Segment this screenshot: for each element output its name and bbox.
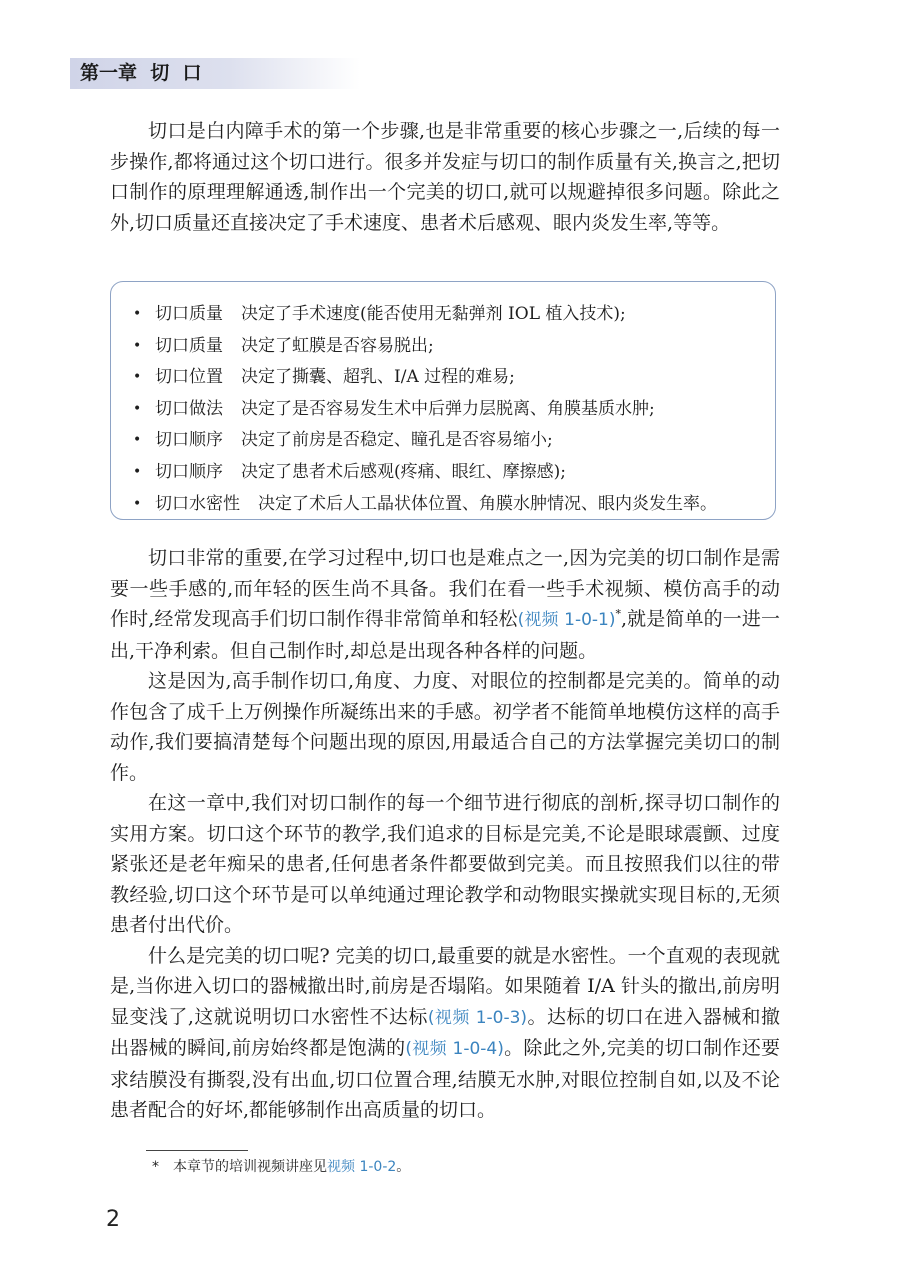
summary-list <box>131 299 775 520</box>
summary-desc: 决定了术后人工晶状体位置、角膜水肿情况、眼内炎发生率。 <box>258 493 717 514</box>
footnote <box>152 1157 410 1177</box>
bullet-icon: • <box>133 495 142 512</box>
bullet-icon: • <box>133 400 142 417</box>
summary-box <box>110 281 776 520</box>
video-ref-1-0-2[interactable]: 视频 1-0-2 <box>327 1159 397 1175</box>
para2-text-start: 切口非常的重要,在学习过程中,切口也是难点之一,因为完美的切口制作是需要一些手感的,而年轻的医生尚不具备。我们在看一些手术视频、模仿高手的动作时,经常发现高手们切口制作得非常简单和轻松 <box>110 547 780 630</box>
summary-desc: 决定了患者术后感观(疼痛、眼红、摩擦感); <box>241 461 566 482</box>
summary-term: 切口水密性 <box>155 493 240 514</box>
page-number: 2 <box>106 1207 120 1232</box>
intro-section <box>110 116 780 238</box>
para5-text-2: 。达标的切口在进入器械和撤出器械的瞬间,前房始终都是饱满的 <box>110 1005 780 1059</box>
body-paragraph-2 <box>110 543 780 666</box>
summary-item <box>131 425 775 457</box>
summary-term: 切口顺序 <box>155 430 223 451</box>
summary-desc: 决定了是否容易发生术中后弹力层脱离、角膜基质水肿; <box>241 398 655 419</box>
bullet-icon: • <box>133 369 142 386</box>
summary-term: 切口质量 <box>155 335 223 356</box>
para2-text-end: ,就是简单的一进一出,干净利索。但自己制作时,却总是出现各种各样的问题。 <box>110 608 780 662</box>
summary-item <box>131 394 775 426</box>
video-ref-1-0-4[interactable]: (视频 1-0-4) <box>405 1039 504 1059</box>
summary-item <box>131 489 775 521</box>
footnote-star: * <box>152 1159 159 1175</box>
footnote-text: 本章节的培训视频讲座见 <box>173 1159 327 1175</box>
summary-term: 切口位置 <box>155 367 223 388</box>
body-paragraph-4: 在这一章中,我们对切口制作的每一个细节进行彻底的剖析,探寻切口制作的实用方案。切口这个环节的教学,我们追求的目标是完美,不论是眼球震颤、过度紧张还是老年痴呆的患者,任何患者条件都要做到完美。而且按照我们以往的带教经验,切口这个环节是可以单纯通过理论教学和动物眼实操就实现目标的,无须患者付出代价。 <box>110 792 780 936</box>
summary-term: 切口做法 <box>155 398 223 419</box>
summary-term: 切口顺序 <box>155 461 223 482</box>
body-paragraph-5 <box>110 941 780 1126</box>
summary-item <box>131 457 775 489</box>
summary-item <box>131 362 775 394</box>
body-section <box>110 543 780 1126</box>
intro-paragraph: 切口是白内障手术的第一个步骤,也是非常重要的核心步骤之一,后续的每一步操作,都将通过这个切口进行。很多并发症与切口的制作质量有关,换言之,把切口制作的原理理解通透,制作出一个完美的切口,就可以规避掉很多问题。除此之外,切口质量还直接决定了手术速度、患者术后感观、眼内炎发生率,等等。 <box>110 120 780 234</box>
summary-desc: 决定了手术速度(能否使用无黏弹剂 IOL 植入技术); <box>241 304 626 324</box>
video-ref-1-0-3[interactable]: (视频 1-0-3) <box>427 1007 528 1028</box>
bullet-icon: • <box>133 337 142 354</box>
footnote-divider <box>146 1150 248 1151</box>
summary-desc: 决定了前房是否稳定、瞳孔是否容易缩小; <box>241 430 553 451</box>
body-paragraph-3: 这是因为,高手制作切口,角度、力度、对眼位的控制都是完美的。简单的动作包含了成千上万例操作所凝练出来的手感。初学者不能简单地模仿这样的高手动作,我们要搞清楚每个问题出现的原因,用最适合自己的方法掌握完美切口的制作。 <box>110 670 780 784</box>
para5-text-3: 。除此之外,完美的切口制作还要求结膜没有撕裂,没有出血,切口位置合理,结膜无水肿,对眼位控制自如,以及不论患者配合的好坏,都能够制作出高质量的切口。 <box>110 1037 780 1121</box>
summary-desc: 决定了虹膜是否容易脱出; <box>241 335 434 356</box>
bullet-icon: • <box>133 432 142 449</box>
summary-term: 切口质量 <box>155 304 223 324</box>
summary-item <box>131 299 775 331</box>
footnote-marker: * <box>615 607 621 621</box>
video-ref-1-0-1[interactable]: (视频 1-0-1) <box>517 610 616 630</box>
summary-desc: 决定了撕囊、超乳、I/A 过程的难易; <box>241 367 515 388</box>
chapter-title: 第一章 切 口 <box>80 62 202 84</box>
bullet-icon: • <box>133 306 142 322</box>
summary-item <box>131 331 775 363</box>
para5-text-1: 什么是完美的切口呢? 完美的切口,最重要的就是水密性。一个直观的表现就是,当你进入切口的器械撤出时,前房是否塌陷。如果随着 I/A 针头的撤出,前房明显变浅了,这就说明切口水密性不达标 <box>110 944 780 1028</box>
footnote-end: 。 <box>396 1159 411 1175</box>
bullet-icon: • <box>133 463 142 480</box>
